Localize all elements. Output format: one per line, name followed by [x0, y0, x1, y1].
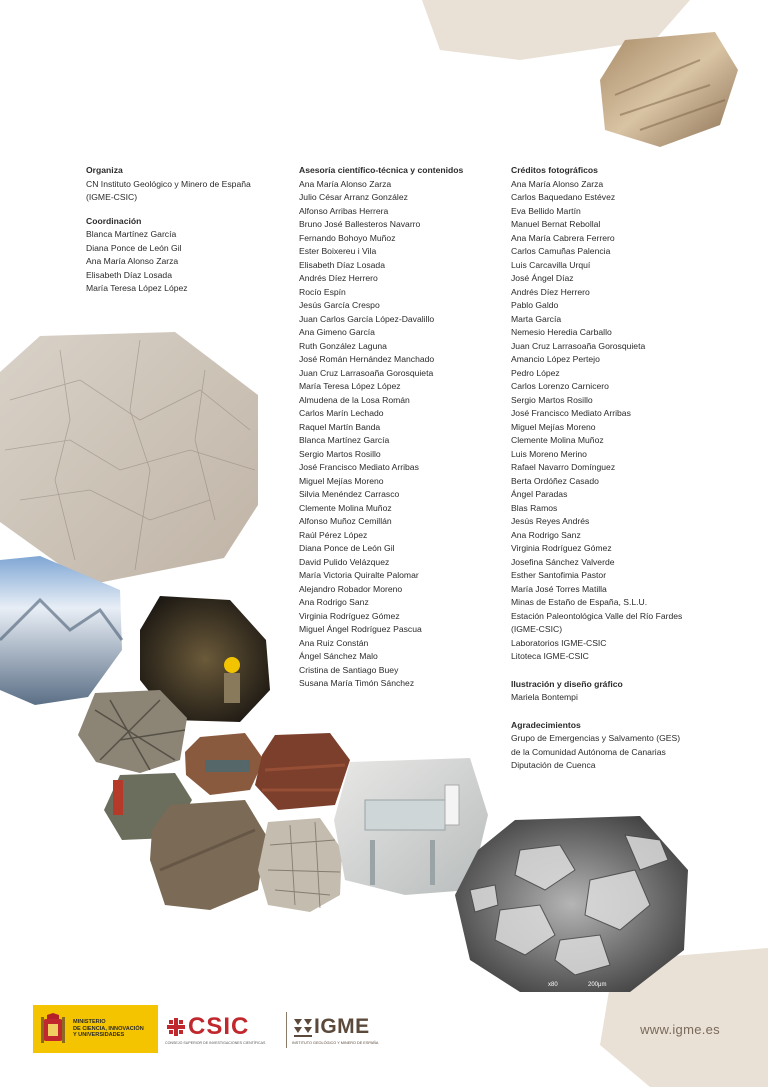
red-rock-photo [255, 733, 350, 810]
ministerio-line: MINISTERIO [73, 1019, 106, 1025]
coordinacion-name: Elisabeth Díaz Losada [86, 269, 172, 280]
sem-magnification-label: x80 [548, 982, 558, 988]
agradecimientos-line: Grupo de Emergencias y Salvamento (GES) [511, 733, 681, 743]
asesoria-name: Alejandro Robador Moreno [299, 583, 403, 594]
coordinacion-name: Diana Ponce de León Gil [86, 242, 182, 253]
asesoria-name: Susana María Timón Sánchez [299, 678, 415, 688]
creditos-name: Sergio Martos Rosillo [511, 394, 593, 405]
creditos-name: Clemente Molina Muñoz [511, 435, 604, 445]
spain-coat-of-arms-icon [39, 1013, 67, 1045]
cracked-mud-photo [258, 818, 342, 912]
creditos-name: Andrés Díez Herrero [511, 286, 590, 297]
asesoria-name: Miguel Mejías Moreno [299, 475, 384, 486]
creditos-name: Litoteca IGME-CSIC [511, 651, 589, 661]
agradecimientos-line: Diputación de Cuenca [511, 760, 596, 770]
asesoria-name: Elisabeth Díaz Losada [299, 259, 385, 270]
creditos-name: María José Torres Matilla [511, 583, 607, 594]
creditos-heading: Créditos fotográficos [511, 165, 598, 175]
asesoria-name: Carlos Marín Lechado [299, 408, 384, 418]
asesoria-name: Ana Ruiz Constán [299, 637, 369, 648]
creditos-name: Nemesio Heredia Carballo [511, 327, 612, 337]
csic-wordmark: CSIC [188, 1013, 250, 1040]
creditos-list [511, 178, 711, 610]
asesoria-name: Raúl Pérez López [299, 529, 368, 540]
igme-wordmark: IGME [314, 1015, 370, 1038]
asesoria-name: Juan Carlos García López-Davalillo [299, 313, 435, 324]
igme-emblem-icon [292, 1017, 314, 1039]
asesoria-name: Juan Cruz Larrasoaña Gorosquieta [299, 367, 434, 378]
asesoria-name: Jesús García Crespo [299, 300, 380, 310]
website-url[interactable]: www.igme.es [640, 1022, 720, 1037]
creditos-name: Pablo Galdo [511, 300, 559, 310]
rock-outcrop-photo [600, 32, 738, 147]
ilustracion-heading: Ilustración y diseño gráfico [511, 678, 623, 689]
asesoria-name: Virginia Rodríguez Gómez [299, 610, 400, 621]
logo-divider [286, 1012, 287, 1048]
column-creditos [511, 164, 711, 773]
asesoria-name: Silvia Menéndez Carrasco [299, 489, 400, 499]
sem-scale-label: 200μm [588, 982, 607, 988]
asesoria-name: Ana Gimeno García [299, 327, 375, 337]
asesoria-name: Cristina de Santiago Buey [299, 664, 399, 675]
creditos-name: Esther Santofimia Pastor [511, 570, 607, 580]
asesoria-name: José Francisco Mediato Arribas [299, 462, 419, 472]
asesoria-name: Ángel Sánchez Malo [299, 651, 378, 661]
creditos-name: Carlos Baquedano Estévez [511, 192, 616, 202]
organiza-heading: Organiza [86, 165, 123, 175]
asesoria-name: Raquel Martín Banda [299, 421, 381, 432]
creditos-wrapped-line: (IGME-CSIC) [511, 624, 563, 634]
ministerio-line: Y UNIVERSIDADES [73, 1032, 125, 1039]
creditos-name: Laboratorios IGME-CSIC [511, 637, 607, 648]
csic-logo [160, 1005, 282, 1053]
creditos-name: Miguel Mejías Moreno [511, 421, 596, 432]
asesoria-name: Alfonso Muñoz Cemillán [299, 516, 392, 526]
igme-logo [290, 1005, 400, 1053]
asesoria-name: David Pulido Velázquez [299, 556, 390, 567]
slope-photo [150, 800, 266, 910]
coordinacion-name: María Teresa López López [86, 283, 188, 293]
creditos-name: Josefina Sánchez Valverde [511, 556, 615, 567]
creditos-name: Luis Carcavilla Urquí [511, 259, 591, 270]
creditos-name: Ángel Paradas [511, 489, 568, 499]
asesoria-name: Clemente Molina Muñoz [299, 502, 392, 513]
creditos-name: Marta García [511, 313, 562, 324]
asesoria-heading: Asesoría científico-técnica y contenidos [299, 165, 464, 175]
creditos-name: Carlos Lorenzo Carnicero [511, 381, 609, 391]
creditos-name: Rafael Navarro Domínguez [511, 462, 616, 472]
creditos-name: Ana María Alonso Zarza [511, 178, 604, 189]
asesoria-name: Bruno José Ballesteros Navarro [299, 219, 421, 229]
creditos-name: José Francisco Mediato Arribas [511, 408, 631, 418]
asesoria-name: Sergio Martos Rosillo [299, 448, 381, 459]
ministerio-line: DE CIENCIA, INNOVACIÓN [73, 1025, 144, 1032]
asesoria-name: María Victoria Quiralte Palomar [299, 570, 419, 580]
agradecimientos-heading: Agradecimientos [511, 719, 581, 730]
ilustracion-name: Mariela Bontempi [511, 692, 578, 702]
csic-emblem-icon [165, 1016, 187, 1038]
creditos-name: Amancio López Pertejo [511, 354, 600, 364]
asesoria-name: José Román Hernández Manchado [299, 354, 435, 364]
creditos-name: Ana Rodrigo Sanz [511, 529, 581, 540]
coordinacion-heading: Coordinación [86, 215, 142, 226]
asesoria-name: Blanca Martínez García [299, 435, 390, 445]
column-organiza [86, 164, 286, 296]
creditos-name: Berta Ordóñez Casado [511, 475, 599, 486]
marble-texture-photo [0, 332, 258, 585]
creditos-name: Blas Ramos [511, 502, 558, 513]
organiza-line: CN Instituto Geológico y Minero de España [86, 178, 251, 189]
asesoria-name: María Teresa López López [299, 381, 401, 391]
creditos-name: Ana María Cabrera Ferrero [511, 232, 615, 243]
asesoria-name: Rocío Espín [299, 286, 346, 297]
creditos-name: José Ángel Díaz [511, 273, 574, 283]
creditos-wrapped-line: Estación Paleontológica Valle del Río Fardes [511, 610, 683, 621]
asesoria-name: Andrés Díez Herrero [299, 273, 378, 283]
creditos-name: Luis Moreno Merino [511, 448, 587, 459]
creditos-name: Virginia Rodríguez Gómez [511, 543, 612, 553]
creditos-name: Manuel Bernat Rebollal [511, 219, 601, 229]
asesoria-name: Almudena de la Losa Román [299, 394, 410, 405]
column-asesoria [299, 164, 499, 691]
creditos-name: Juan Cruz Larrasoaña Gorosquieta [511, 340, 646, 351]
creditos-name: Minas de Estaño de España, S.L.U. [511, 597, 648, 607]
asesoria-name: Ruth González Laguna [299, 340, 387, 351]
asesoria-name: Julio César Arranz González [299, 192, 408, 202]
asesoria-name: Ana Rodrigo Sanz [299, 597, 369, 607]
coordinacion-name: Blanca Martínez García [86, 229, 177, 239]
creditos-name: Eva Bellido Martín [511, 205, 581, 216]
creditos-name: Carlos Camuñas Palencia [511, 246, 611, 256]
creditos-name: Jesús Reyes Andrés [511, 516, 590, 526]
asesoria-name: Ester Boixereu i Vila [299, 246, 377, 256]
coordinacion-list [86, 228, 286, 296]
asesoria-name: Alfonso Arribas Herrera [299, 205, 389, 216]
asesoria-list [299, 178, 499, 691]
asesoria-name: Ana María Alonso Zarza [299, 178, 392, 189]
agradecimientos-line: de la Comunidad Autónoma de Canarias [511, 746, 666, 757]
organiza-line: (IGME-CSIC) [86, 192, 138, 202]
asesoria-name: Miguel Ángel Rodríguez Pascua [299, 624, 422, 634]
asesoria-name: Diana Ponce de León Gil [299, 543, 395, 553]
creditos-more-list [511, 637, 711, 664]
csic-subtitle: CONSEJO SUPERIOR DE INVESTIGACIONES CIENTÍFICAS [165, 1041, 266, 1045]
asesoria-name: Fernando Bohoyo Muñoz [299, 232, 396, 243]
igme-subtitle: INSTITUTO GEOLÓGICO Y MINERO DE ESPAÑA [292, 1041, 379, 1045]
coordinacion-name: Ana María Alonso Zarza [86, 256, 179, 266]
ministerio-logo [33, 1005, 158, 1053]
creditos-name: Pedro López [511, 367, 560, 378]
